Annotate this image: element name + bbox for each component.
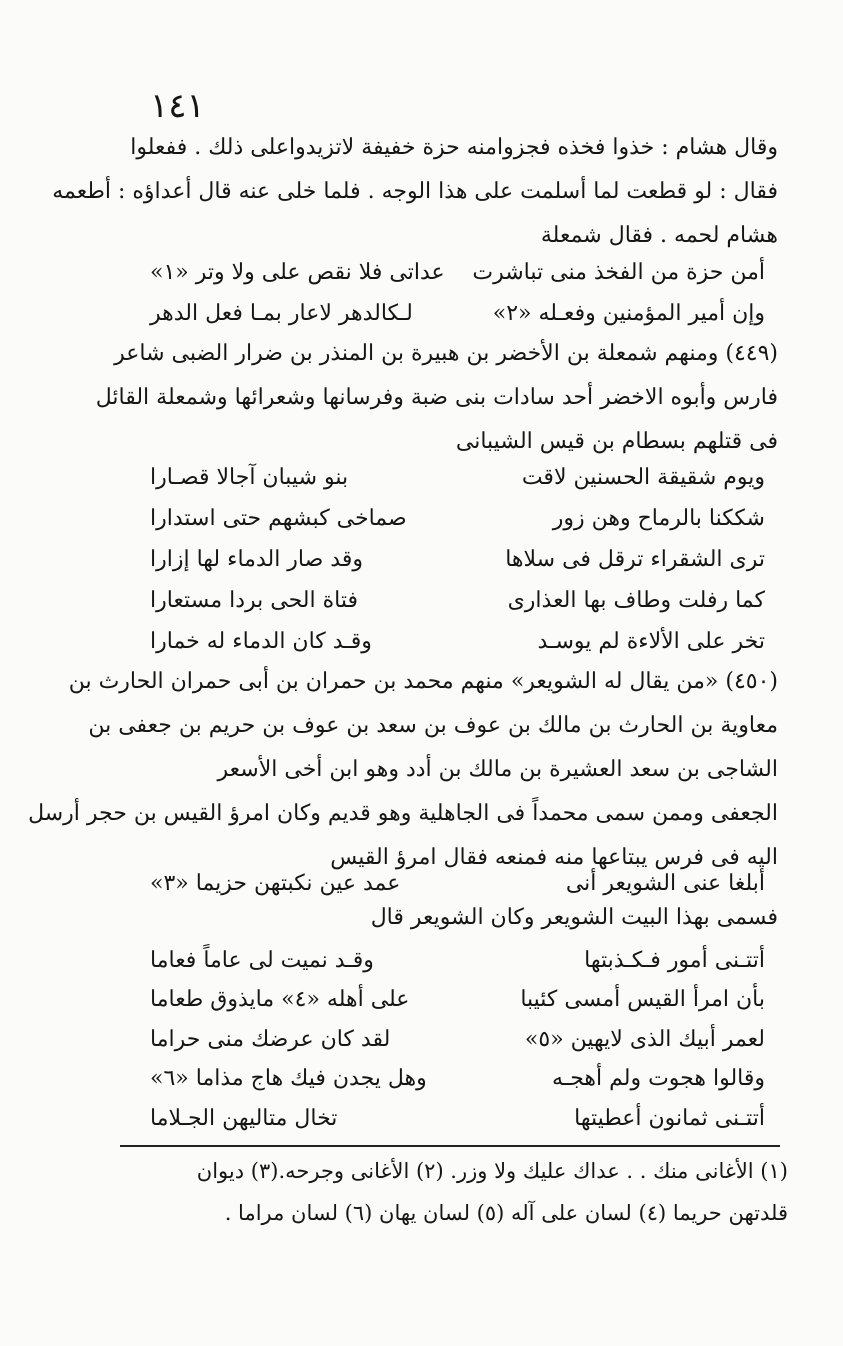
- page-number: ١٤١: [150, 86, 205, 126]
- text-line: الشاجى بن سعد العشيرة بن مالك بن أدد وهو ابن أخى الأسعر: [217, 757, 778, 782]
- verse-line: [150, 939, 765, 983]
- verse-line: [150, 1057, 765, 1101]
- verse-line: [150, 497, 765, 541]
- verse-line: [150, 1097, 765, 1141]
- text-line: فى قتلهم بسطام بن قيس الشيبانى: [455, 429, 778, 454]
- footnotes: [118, 1150, 788, 1234]
- intro-paragraph: [52, 126, 778, 258]
- verse-first-hemistich: تخر على الألاءة لم يوسـد: [537, 629, 765, 654]
- text-line: فسمى بهذا البيت الشويعر وكان الشويعر قال: [370, 905, 778, 930]
- verse-second-hemistich: لقد كان عرضك منى حراما: [150, 1027, 391, 1052]
- verse-line: [150, 538, 765, 582]
- verse-first-hemistich: لعمر أبيك الذى لايهين «٥»: [524, 1027, 765, 1052]
- verse-first-hemistich: ترى الشقراء ترقل فى سلاها: [505, 547, 765, 572]
- verse-second-hemistich: وقـد كان الدماء له خمارا: [150, 629, 372, 654]
- verse-first-hemistich: وإن أمير المؤمنين وفعـله «٢»: [492, 301, 765, 326]
- footnote-line: (١) الأغانى منك . . عداك عليك ولا وزر. (٢) الأغانى وجرحه.(٣) ديوان: [196, 1159, 788, 1183]
- verse-first-hemistich: كما رفلت وطاف بها العذارى: [507, 588, 765, 613]
- entry-450-paragraph: [28, 660, 778, 880]
- text-line: فقال : لو قطعت لما أسلمت على هذا الوجه . فلما خلى عنه قال أعداؤه : أطعمه: [52, 179, 778, 204]
- text-line: (٤٤٩) ومنهم شمعلة بن الأخضر بن هبيرة بن المنذر بن ضرار الضبى شاعر: [114, 341, 778, 366]
- verse-second-hemistich: لـكالدهر لاعار بمـا فعل الدهر: [150, 301, 413, 326]
- text-line: الجعفى وممن سمى محمداً فى الجاهلية وهو قديم وكان امرؤ القيس بن حجر أرسل: [28, 801, 778, 826]
- verse-line: [150, 978, 765, 1022]
- verse-line: [150, 1018, 765, 1062]
- footnote-divider: [120, 1145, 780, 1147]
- verse-first-hemistich: بأن امرأ القيس أمسى كئيبا: [520, 987, 765, 1012]
- verse-second-hemistich: عمد عين نكبتهن حزيما «٣»: [150, 871, 401, 896]
- transition-paragraph: [118, 896, 778, 940]
- verse-first-hemistich: أبلغا عنى الشويعر أنى: [565, 871, 765, 896]
- footnote-line: قلدتهن حريما (٤) لسان على آله (٥) لسان يهان (٦) لسان مراما .: [224, 1201, 788, 1225]
- verse-first-hemistich: أتتـنى ثمانون أعطيتها: [574, 1106, 765, 1131]
- verse-first-hemistich: أمن حزة من الفخذ منى تباشرت: [472, 260, 765, 285]
- text-line: اليه فى فرس يبتاعها منه فمنعه فقال امرؤ القيس: [330, 845, 778, 870]
- verse-first-hemistich: أتتـنى أمور فـكـذبتها: [584, 948, 765, 973]
- verse-first-hemistich: شككنا بالرماح وهن زور: [552, 506, 765, 531]
- verse-second-hemistich: وقد صار الدماء لها إزارا: [150, 547, 363, 572]
- verse-line: [150, 620, 765, 664]
- verse-line: [150, 579, 765, 623]
- verse-first-hemistich: وقالوا هجوت ولم أهجـه: [551, 1066, 765, 1091]
- verse-second-hemistich: بنو شيبان آجالا قصـارا: [150, 465, 349, 490]
- verse-line: [150, 251, 765, 295]
- verse-second-hemistich: فتاة الحى بردا مستعارا: [150, 588, 358, 613]
- entry-449-paragraph: [95, 332, 778, 464]
- text-line: وقال هشام : خذوا فخذه فجزوامنه حزة خفيفة لاتزيدواعلى ذلك . ففعلوا: [130, 135, 778, 160]
- verse-second-hemistich: على أهله «٤» مايذوق طعاما: [150, 987, 410, 1012]
- verse-second-hemistich: وقـد نميت لى عاماً فعاما: [150, 948, 374, 973]
- text-line: معاوية بن الحارث بن مالك بن عوف بن سعد بن عوف بن حريم بن جعفى بن: [88, 713, 778, 738]
- verse-second-hemistich: تخال متاليهن الجـلاما: [150, 1106, 338, 1131]
- verse-second-hemistich: صماخى كبشهم حتى استدارا: [150, 506, 407, 531]
- verse-second-hemistich: عداتى فلا نقص على ولا وتر «١»: [150, 260, 445, 285]
- text-line: (٤٥٠) «من يقال له الشويعر» منهم محمد بن حمران بن أبى حمران الحارث بن: [68, 669, 778, 694]
- verse-line: [150, 292, 765, 336]
- verse-second-hemistich: وهل يجدن فيك هاج مذاما «٦»: [150, 1066, 427, 1091]
- text-line: فارس وأبوه الاخضر أحد سادات بنى ضبة وفرسانها وشعرائها وشمعلة القائل: [95, 385, 778, 410]
- verse-line: [150, 456, 765, 500]
- verse-first-hemistich: ويوم شقيقة الحسنين لاقت: [521, 465, 765, 490]
- text-line: هشام لحمه . فقال شمعلة: [540, 223, 778, 248]
